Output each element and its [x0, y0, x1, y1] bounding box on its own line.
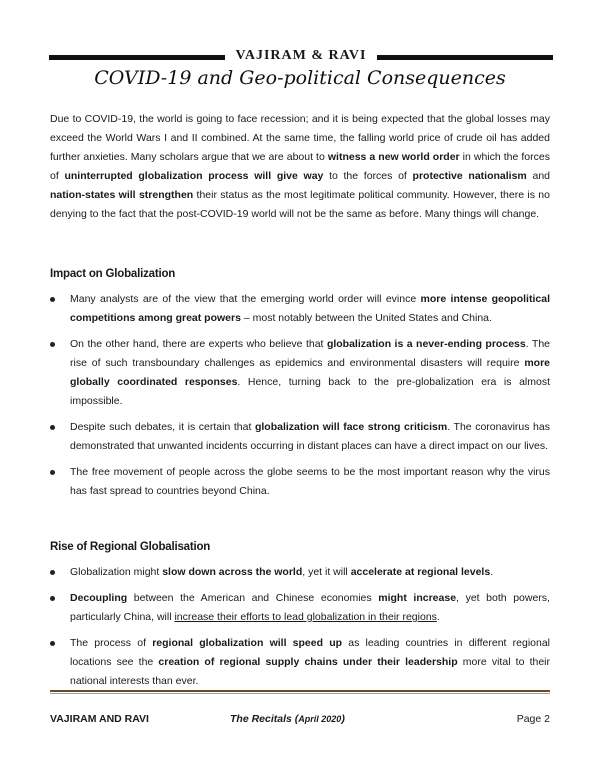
header-brand-bar	[49, 50, 553, 64]
bullet-text: .	[490, 566, 494, 578]
footer-rule-light	[50, 693, 550, 694]
bullet-strong: globalization is a never-ending process	[326, 338, 526, 350]
list-item	[50, 290, 550, 328]
bullet-strong: more globally coordinated responses	[70, 357, 550, 388]
intro-strong: nation-states will strengthen	[50, 189, 194, 201]
list-item	[50, 589, 550, 627]
page-number: Page 2	[516, 713, 550, 725]
intro-paragraph	[50, 110, 550, 224]
list-item	[50, 634, 550, 691]
bullet-text: as leading countries in different regional locations see the	[70, 637, 551, 668]
footer-publication	[230, 713, 345, 725]
intro-strong: uninterrupted globalization process will give way	[64, 170, 324, 182]
header-rule-left	[49, 55, 225, 60]
footer-publisher: VAJIRAM AND RAVI	[50, 713, 149, 725]
bullet-text: more vital to their national interests than ever.	[70, 656, 551, 687]
bullet-icon	[50, 570, 55, 575]
footer-issue-date: April 2020	[298, 714, 342, 724]
bullet-text: between the American and Chinese economies	[127, 592, 379, 604]
bullet-strong: regional globalization will speed up	[152, 637, 343, 649]
bullet-text: , yet both powers, particularly China, will	[70, 592, 550, 623]
bullet-icon	[50, 297, 55, 302]
intro-strong: witness a new world order	[327, 151, 460, 163]
list-item	[50, 563, 550, 582]
intro-text: to the forces of	[323, 170, 413, 182]
bullet-text: – most notably between the United States and China.	[240, 312, 492, 324]
intro-strong: protective nationalism	[412, 170, 527, 182]
bullet-strong: globalization will face strong criticism	[254, 421, 448, 433]
bullet-strong: Decoupling	[70, 592, 128, 604]
bullet-text: On the other hand, there are experts who believe that	[70, 338, 327, 350]
footer-publication-name: The Recitals (	[230, 713, 299, 725]
bullet-text: Many analysts are of the view that the emerging world order will evince	[70, 293, 421, 305]
bullet-text: Globalization might	[70, 566, 163, 578]
bullet-text: , yet it will	[302, 566, 351, 578]
bullet-icon	[50, 425, 55, 430]
brand-name: VAJIRAM & RAVI	[235, 48, 367, 63]
bullet-icon	[50, 342, 55, 347]
bullet-strong: creation of regional supply chains under their leadership	[158, 656, 458, 668]
intro-text: Due to COVID-19, the world is going to face recession; and it is being expected that the global losses may exceed the World Wars I and II combined. At the same time, the falling world price of crude oil has added further anxieties. Many scholars argue that we are about to	[50, 113, 550, 163]
header-rule-right	[377, 55, 553, 60]
footer-publication-close: )	[341, 713, 345, 725]
bullet-icon	[50, 470, 55, 475]
list-item	[50, 418, 550, 456]
bullet-text: .	[436, 611, 440, 623]
section-heading-regional: Rise of Regional Globalisation	[50, 541, 211, 553]
globalization-bullet-list	[50, 290, 550, 508]
bullet-strong: accelerate at regional levels	[350, 566, 491, 578]
footer-rule-dark	[50, 690, 550, 692]
list-item	[50, 335, 550, 411]
bullet-text: Despite such debates, it is certain that	[70, 421, 255, 433]
intro-text: and	[526, 170, 550, 182]
bullet-underlined: increase their efforts to lead globalization in their regions	[174, 611, 437, 623]
bullet-text: . The coronavirus has demonstrated that unwanted incidents occurring in distant places can have a direct impact on our lives.	[70, 421, 550, 452]
bullet-icon	[50, 596, 55, 601]
bullet-text: . The rise of such transboundary challenges as epidemics and environmental disasters will require	[70, 338, 550, 369]
page-title: COVID-19 and Geo-political Consequences	[94, 67, 506, 89]
bullet-strong: might increase	[378, 592, 457, 604]
intro-text: in which the forces of	[50, 151, 550, 182]
list-item	[50, 463, 550, 501]
section-heading-globalization: Impact on Globalization	[50, 268, 176, 280]
bullet-strong: more intense geopolitical competitions among great powers	[70, 293, 550, 324]
bullet-text: The free movement of people across the globe seems to be the most important reason why the virus has fast spread to countries beyond China.	[70, 466, 550, 497]
bullet-strong: slow down across the world	[162, 566, 303, 578]
regional-bullet-list	[50, 563, 550, 698]
bullet-text: . Hence, turning back to the pre-globalization era is almost impossible.	[70, 376, 550, 407]
bullet-icon	[50, 641, 55, 646]
intro-text: their status as the most legitimate political community. However, there is no denying to the fact that the post-COVID-19 world will not be the same as before. Many things will change.	[50, 189, 550, 220]
bullet-text: The process of	[70, 637, 153, 649]
footer-rule	[50, 690, 550, 694]
